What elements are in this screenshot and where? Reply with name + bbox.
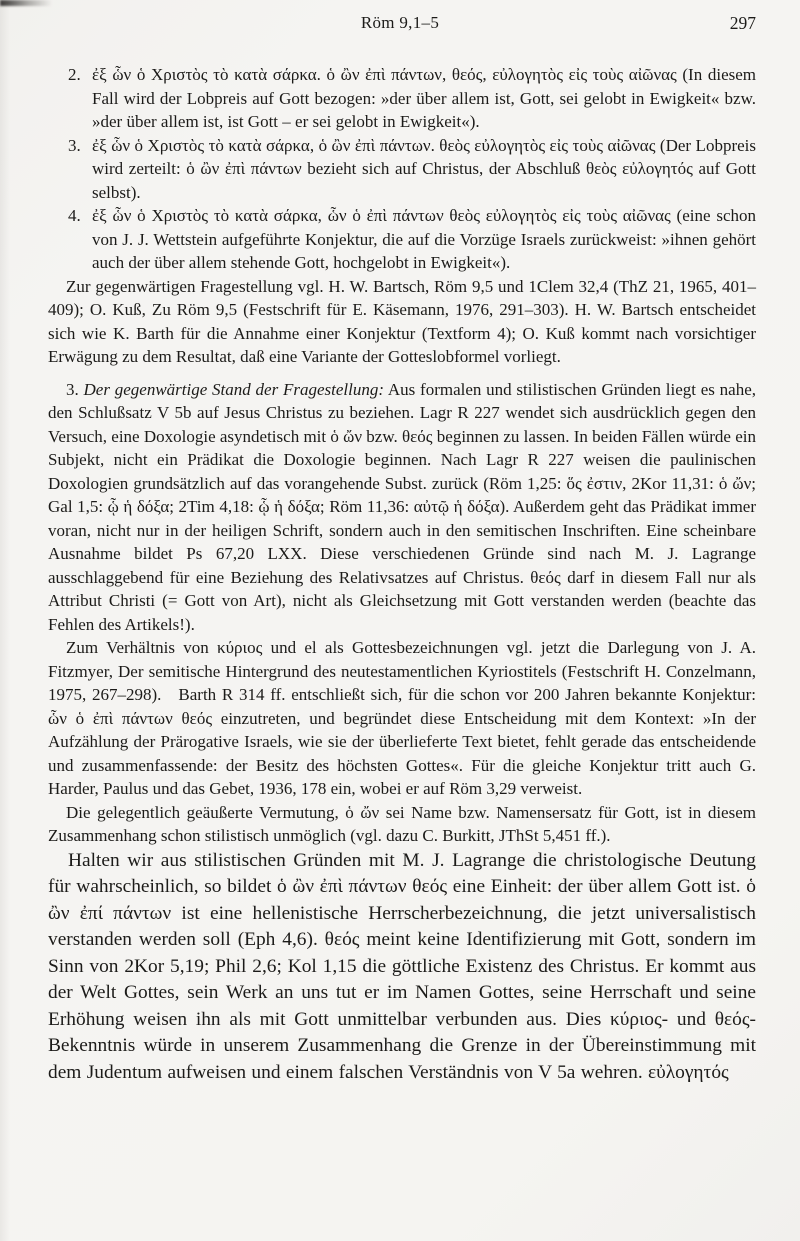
list-item-text: ἐξ ὧν ὁ Χριστὸς τὸ κατὰ σάρκα. ὁ ὢν ἐπὶ πάντων, θεός, εὐλογητὸς εἰς τοὺς αἰῶνας (In diesem Fall wird der Lobpreis auf Gott bezogen: »der über allem ist, Gott, sei gelobt in Ewigkeit« bzw. »der über allem ist, ist Gott – er sei gelobt in Ewigkeit«). bbox=[92, 65, 756, 131]
page-content bbox=[0, 63, 800, 1086]
list-item-number: 3. bbox=[68, 135, 81, 155]
variant-list bbox=[68, 63, 756, 275]
page-number: 297 bbox=[729, 13, 756, 33]
paragraph-section-3 bbox=[48, 378, 756, 637]
paragraph-survey: Zur gegenwärtigen Fragestellung vgl. H. W. Bartsch, Röm 9,5 und 1Clem 32,4 (ThZ 21, 1965, 401–409); O. Kuß, Zu Röm 9,5 (Festschrift für E. Käsemann, 1976, 291–303). H. W. Bartsch entscheidet sich wie K. Barth für die Annahme einer Konjektur (Textform 4); O. Kuß kommt nach vorsichtiger Erwägung zu dem Resultat, daß eine Variante der Gotteslobformel vorliegt. bbox=[48, 276, 756, 366]
list-item bbox=[68, 63, 756, 134]
page-title: Röm 9,1–5 bbox=[360, 13, 440, 32]
paragraph-kyrios: Zum Verhältnis von κύριος und el als Gottesbezeichnungen vgl. jetzt die Darlegung von J. A. Fitzmyer, Der semitische Hintergrund des neutestamentlichen Kyriostitels (Festschrift H. Conzelmann, 1975, 267–298). Barth R 314 ff. entschließt sich, für die schon vor 200 Jahren bekannte Konjektur: ὧν ὁ ἐπὶ πάντων θεός einzutreten, und begründet diese Entscheidung mit dem Kontext: »In der Aufzählung der Prärogative Israels, wie sie der überlieferte Text bietet, fehlt gerade das entscheidende und zusammenfassende: der Besitz des höchsten Gottes«. Für die gleiche Konjektur tritt auch G. Harder, Paulus und das Gebet, 1936, 178 ein, wobei er auf Röm 3,29 verweist. bbox=[48, 638, 756, 798]
section-number: 3. bbox=[66, 379, 84, 399]
section-heading: Der gegenwärtige Stand der Fragestellung: bbox=[83, 379, 385, 399]
running-head bbox=[0, 0, 800, 41]
list-item-text: ἐξ ὧν ὁ Χριστὸς τὸ κατὰ σάρκα, ὁ ὢν ἐπὶ πάντων. θεὸς εὐλογητὸς εἰς τοὺς αἰῶνας (Der Lobpreis wird zerteilt: ὁ ὢν ἐπὶ πάντων bezieht sich auf Christus, der Abschluß θεὸς εὐλογητός auf Gott selbst). bbox=[92, 135, 756, 202]
paragraph-vermutung: Die gelegentlich geäußerte Vermutung, ὁ ὤν sei Name bzw. Namensersatz für Gott, ist in diesem Zusammenhang schon stilistisch unmöglich (vgl. dazu C. Burkitt, JThSt 5,451 ff.). bbox=[48, 802, 756, 845]
section-text: Aus formalen und stilistischen Gründen liegt es nahe, den Schlußsatz V 5b auf Jesus Christus zu beziehen. Lagr R 227 wendet sich ausdrücklich gegen den Versuch, eine Doxologie asyndetisch mit ὁ ὤν bzw. θεός beginnen zu lassen. In beiden Fällen würde ein Subjekt, nicht ein Prädikat die Doxologie beginnen. Nach Lagr R 227 weisen die paulinischen Doxologien grundsätzlich auf das vorangehende Subst. zurück (Röm 1,25: ὅς ἐστιν, 2Kor 11,31: ὁ ὤν; Gal 1,5: ᾧ ἡ δόξα; 2Tim 4,18: ᾧ ἡ δόξα; Röm 11,36: αὐτῷ ἡ δόξα). Außerdem geht das Prädikat immer voran, nicht nur in der heiligen Schrift, sondern auch in den semitischen Inschriften. Eine scheinbare Ausnahme bildet Ps 67,20 LXX. Diese verschiedenen Gründe sind nach M. J. Lagrange ausschlaggebend für eine Beziehung des Relativsatzes auf Christus. θεός darf in diesem Fall nur als Attribut Christi (= Gott von Art), nicht als Gleichsetzung mit Gott verstanden werden (beachte das Fehlen des Artikels!). bbox=[48, 379, 757, 634]
list-item-number: 4. bbox=[68, 206, 81, 225]
list-item-number: 2. bbox=[68, 65, 81, 84]
list-item-text: ἐξ ὧν ὁ Χριστὸς τὸ κατὰ σάρκα, ὧν ὁ ἐπὶ πάντων θεὸς εὐλογητὸς εἰς τοὺς αἰῶνας (eine schon von J. J. Wettstein aufgeführte Konjektur, die auf die Vorzüge Israels zurückweist: »ihnen gehört auch der über allem stehende Gott, hochgelobt in Ewigkeit«). bbox=[92, 206, 756, 272]
list-item bbox=[68, 134, 756, 205]
paragraph-main: Halten wir aus stilistischen Gründen mit M. J. Lagrange die christologische Deutung für wahrscheinlich, so bildet ὁ ὢν ἐπὶ πάντων θεός eine Einheit: der über allem Gott ist. ὁ ὢν ἐπί πάντων ist eine hellenistische Herrscherbezeichnung, die jetzt universalistisch verstanden werden soll (Eph 4,6). θεός meint keine Identifizierung mit Gott, sondern im Sinn von 2Kor 5,19; Phil 2,6; Kol 1,15 die göttliche Existenz des Christus. Er kommt aus der Welt Gottes, sein Werk an uns tut er im Namen Gottes, seine Herrschaft und seine Erhöhung weisen ihn als mit Gott unmittelbar verbunden aus. Dies κύριος- und θεός-Bekenntnis würde in unserem Zusammenhang die Grenze in der Übereinstimmung mit dem Judentum aufweisen und einem falschen Verständnis von V 5a wehren. εὐλογητός bbox=[48, 849, 756, 1083]
list-item bbox=[68, 204, 756, 275]
